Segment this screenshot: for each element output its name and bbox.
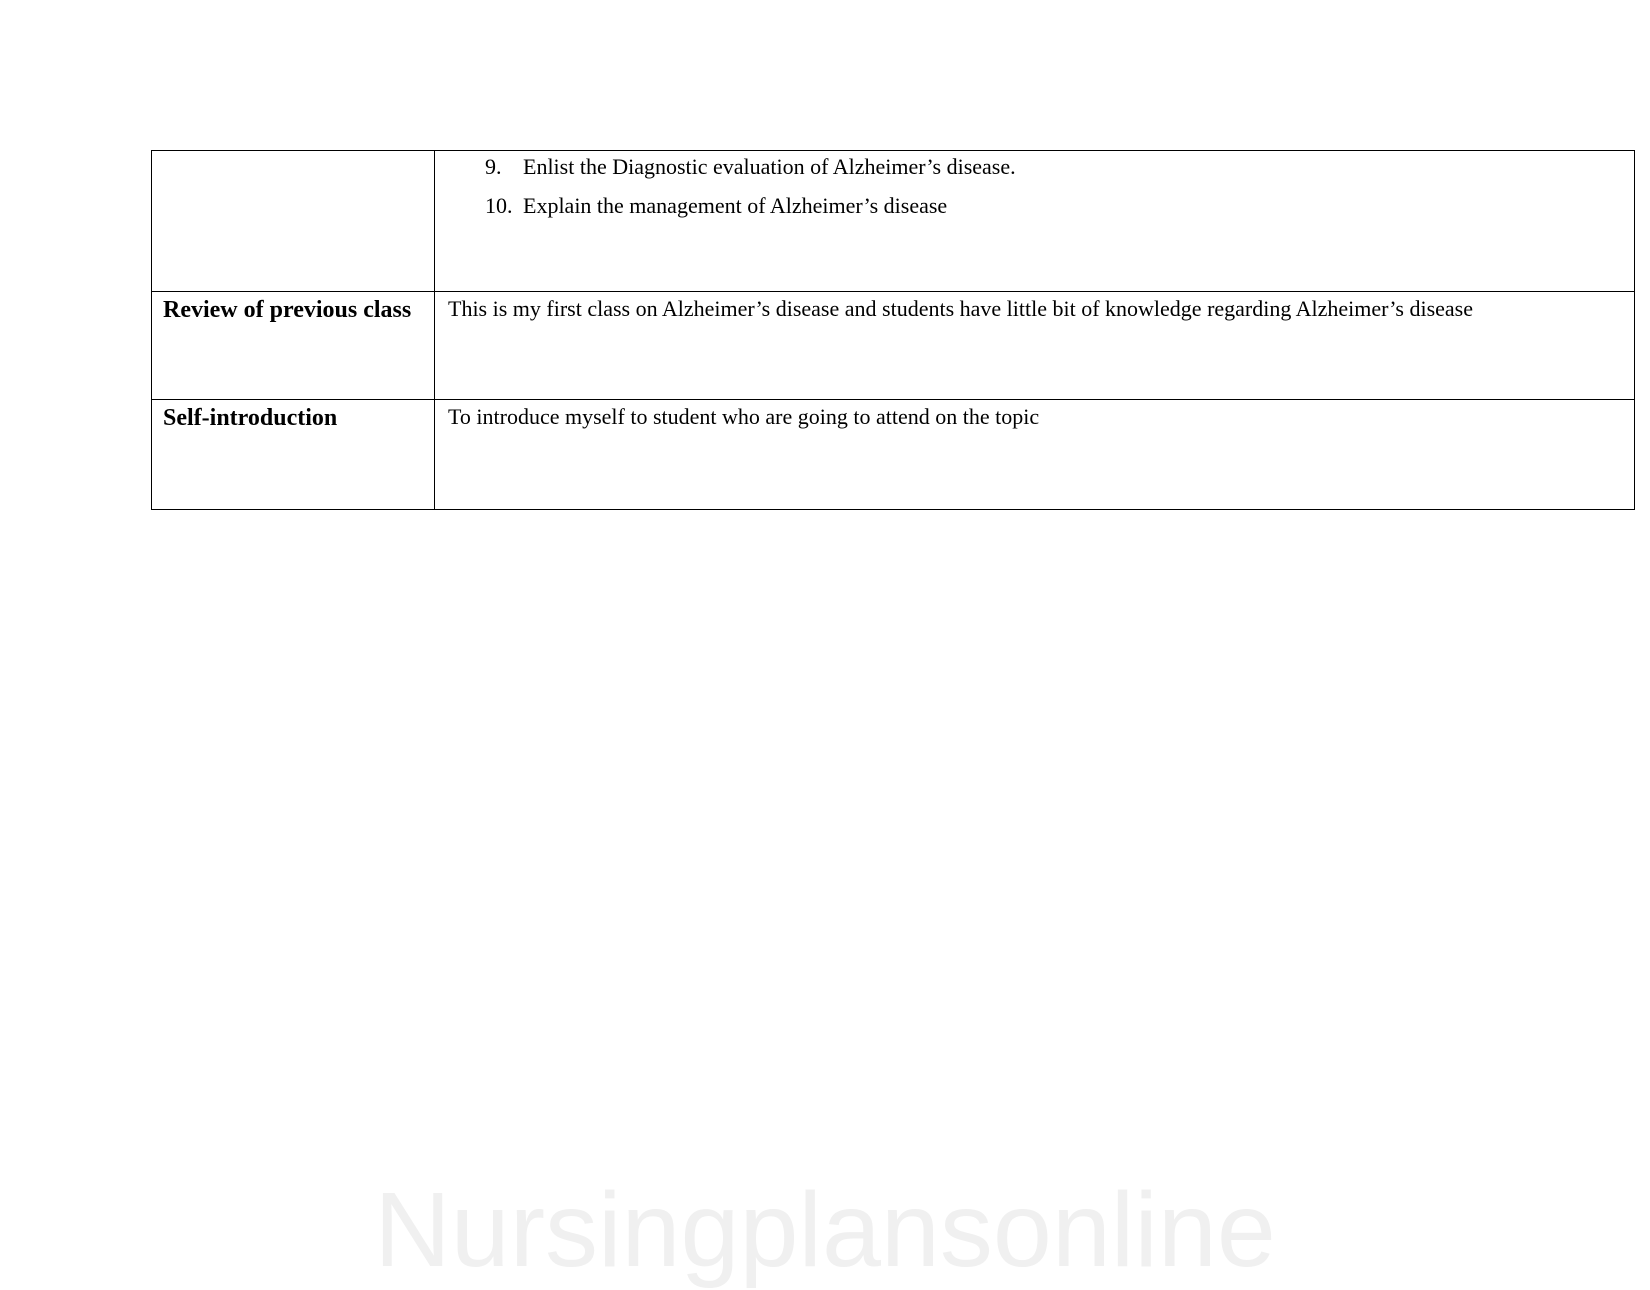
review-row bbox=[152, 292, 1635, 400]
list-item bbox=[435, 153, 1634, 192]
objectives-label bbox=[152, 151, 434, 155]
self-introduction-content: To introduce myself to student who are going to attend on the topic bbox=[448, 404, 1040, 429]
list-item-text: Explain the management of Alzheimer’s disease bbox=[523, 193, 948, 218]
objectives-label-cell bbox=[152, 151, 435, 292]
list-item-number: 10. bbox=[485, 193, 513, 218]
list-item-number: 9. bbox=[485, 154, 502, 179]
lesson-plan-table bbox=[151, 150, 1635, 510]
objectives-row bbox=[152, 151, 1635, 292]
self-introduction-content-cell bbox=[435, 400, 1635, 510]
review-label: Review of previous class bbox=[163, 297, 412, 323]
review-label-cell bbox=[152, 292, 435, 400]
self-introduction-label-cell bbox=[152, 400, 435, 510]
self-introduction-row bbox=[152, 400, 1635, 510]
watermark: Nursingplansonline bbox=[374, 1171, 1276, 1289]
objectives-content-cell bbox=[435, 151, 1635, 292]
review-content-cell bbox=[435, 292, 1635, 400]
list-item-text: Enlist the Diagnostic evaluation of Alzheimer’s disease. bbox=[523, 154, 1016, 179]
objectives-list bbox=[435, 151, 1634, 231]
list-item bbox=[435, 192, 1634, 231]
review-content: This is my first class on Alzheimer’s disease and students have little bit of knowledge regarding Alzheimer’s disease bbox=[448, 296, 1474, 321]
self-introduction-label: Self-introduction bbox=[163, 405, 338, 431]
